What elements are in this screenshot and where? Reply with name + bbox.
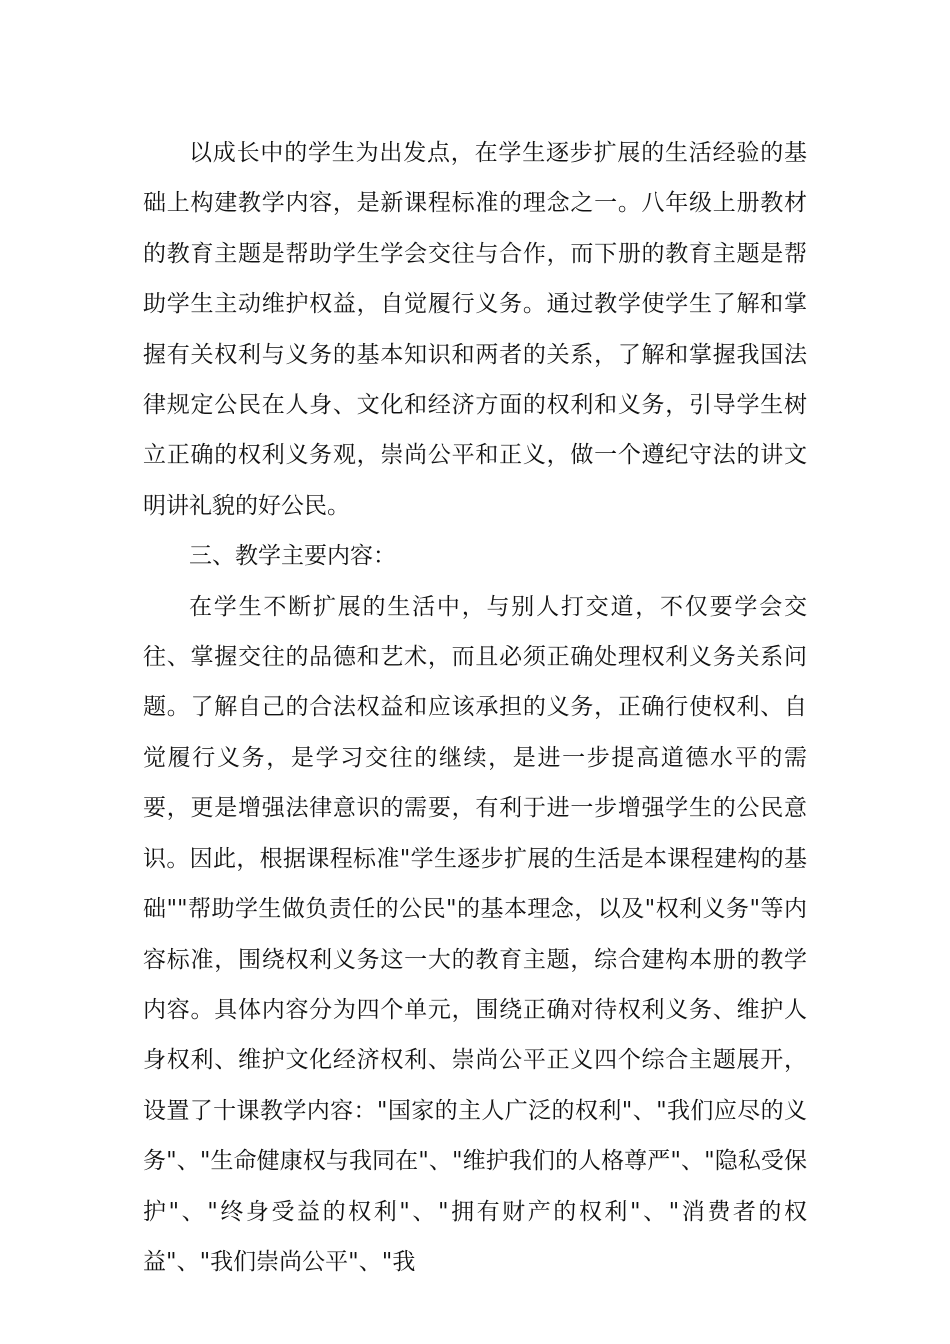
- section-heading: 三、教学主要内容：: [189, 543, 396, 570]
- document-body: [143, 128, 807, 1287]
- paragraph-intro: 以成长中的学生为出发点，在学生逐步扩展的生活经验的基础上构建教学内容，是新课程标准的理念之一。八年级上册教材的教育主题是帮助学生学会交往与合作，而下册的教育主题是帮助学生主动维护权益，自觉履行义务。通过教学使学生了解和掌握有关权利与义务的基本知识和两者的关系，了解和掌握我国法律规定公民在人身、文化和经济方面的权利和义务，引导学生树立正确的权利义务观，崇尚公平和正义，做一个遵纪守法的讲文明讲礼貌的好公民。: [143, 140, 807, 519]
- paragraph-content: 在学生不断扩展的生活中，与别人打交道，不仅要学会交往、掌握交往的品德和艺术，而且必须正确处理权利义务关系问题。了解自己的合法权益和应该承担的义务，正确行使权利、自觉履行义务，是学习交往的继续，是进一步提高道德水平的需要，更是增强法律意识的需要，有利于进一步增强学生的公民意识。因此，根据课程标准"学生逐步扩展的生活是本课程建构的基础""帮助学生做负责任的公民"的基本理念，以及"权利义务"等内容标准，围绕权利义务这一大的教育主题，综合建构本册的教学内容。具体内容分为四个单元，围绕正确对待权利义务、维护人身权利、维护文化经济权利、崇尚公平正义四个综合主题展开，设置了十课教学内容："国家的主人广泛的权利"、"我们应尽的义务"、"生命健康权与我同在"、"维护我们的人格尊严"、"隐私受保护"、"终身受益的权利"、"拥有财产的权利"、"消费者的权益"、"我们崇尚公平"、"我: [143, 593, 807, 1275]
